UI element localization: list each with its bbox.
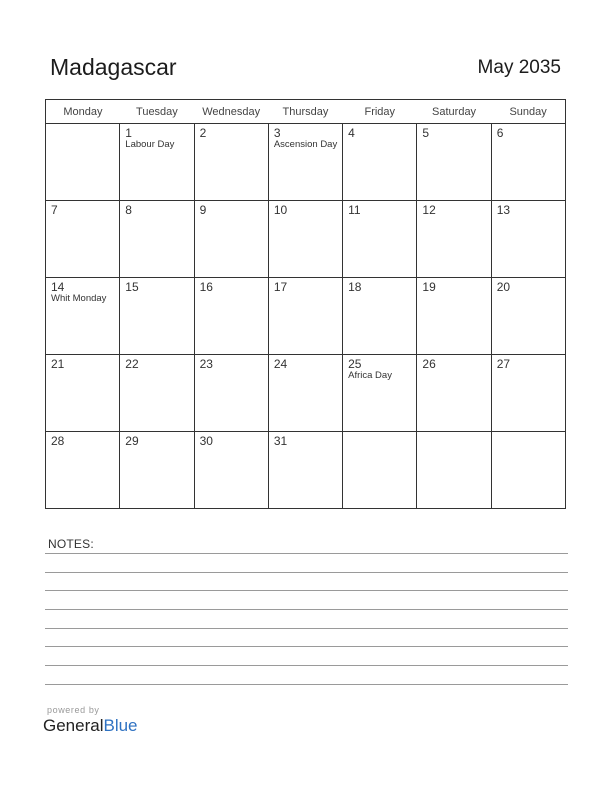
notes-line <box>45 590 568 591</box>
day-cell <box>194 355 268 432</box>
holiday-label: Whit Monday <box>51 293 107 304</box>
day-cell <box>417 124 491 201</box>
weekday-header-row <box>46 100 566 124</box>
day-cell <box>194 201 268 278</box>
day-number: 26 <box>422 357 436 371</box>
weekday-header: Wednesday <box>194 100 268 124</box>
day-cell <box>120 355 194 432</box>
day-number: 13 <box>496 203 511 217</box>
notes-line <box>45 646 568 647</box>
weekday-header: Thursday <box>268 100 342 124</box>
day-cell <box>194 432 268 509</box>
notes-line <box>45 609 568 610</box>
day-cell <box>343 124 417 201</box>
day-cell <box>343 432 417 509</box>
day-number: 25 <box>348 357 362 371</box>
notes-label: NOTES: <box>48 537 94 551</box>
day-cell <box>491 432 565 509</box>
day-number: 23 <box>199 357 213 371</box>
day-cell <box>268 278 342 355</box>
day-number: 31 <box>273 434 288 448</box>
day-cell <box>491 355 565 432</box>
day-number: 10 <box>273 203 288 217</box>
day-number: 22 <box>125 357 139 371</box>
week-row <box>46 432 566 509</box>
day-cell <box>491 201 565 278</box>
day-cell <box>343 201 417 278</box>
day-number: 30 <box>199 434 213 448</box>
day-cell <box>46 278 120 355</box>
day-number: 8 <box>125 203 132 217</box>
day-cell <box>268 201 342 278</box>
powered-by-text: powered by <box>47 705 100 715</box>
day-cell <box>46 355 120 432</box>
weekday-header: Saturday <box>417 100 491 124</box>
day-number: 15 <box>125 280 139 294</box>
day-number: 11 <box>348 203 361 217</box>
day-cell <box>46 124 120 201</box>
weekday-header: Friday <box>343 100 417 124</box>
day-cell <box>268 432 342 509</box>
week-row <box>46 355 566 432</box>
country-title: Madagascar <box>50 54 177 80</box>
day-cell <box>343 278 417 355</box>
day-cell <box>120 278 194 355</box>
notes-line <box>45 553 568 554</box>
day-cell <box>417 355 491 432</box>
weekday-header: Tuesday <box>120 100 194 124</box>
day-number: 24 <box>273 357 288 371</box>
day-number: 6 <box>496 126 504 140</box>
day-number: 9 <box>199 203 207 217</box>
calendar-grid <box>45 99 566 509</box>
holiday-label: Labour Day <box>125 139 175 150</box>
day-number: 18 <box>348 280 362 294</box>
day-number: 20 <box>496 280 511 294</box>
day-number: 17 <box>273 280 288 294</box>
week-row <box>46 201 566 278</box>
day-number: 28 <box>51 434 65 448</box>
day-number: 27 <box>496 357 511 371</box>
week-row <box>46 278 566 355</box>
day-number: 12 <box>422 203 436 217</box>
day-number: 29 <box>125 434 139 448</box>
day-number: 19 <box>422 280 436 294</box>
day-number: 1 <box>125 126 132 140</box>
day-number: 7 <box>51 203 58 217</box>
day-cell <box>194 278 268 355</box>
day-cell <box>194 124 268 201</box>
day-cell <box>268 355 342 432</box>
day-number: 21 <box>51 357 65 371</box>
day-number: 5 <box>422 126 430 140</box>
notes-line <box>45 684 568 685</box>
day-number: 14 <box>51 280 65 294</box>
day-cell <box>417 278 491 355</box>
day-number: 2 <box>199 126 207 140</box>
brand-blue: Blue <box>103 716 138 735</box>
day-cell <box>491 278 565 355</box>
week-row <box>46 124 566 201</box>
day-number: 3 <box>273 126 281 140</box>
day-cell <box>268 124 342 201</box>
month-title: May 2035 <box>477 57 561 78</box>
notes-line <box>45 665 568 666</box>
day-cell <box>343 355 417 432</box>
day-cell <box>120 124 194 201</box>
generalblue-logo <box>43 716 138 736</box>
day-cell <box>417 432 491 509</box>
day-cell <box>491 124 565 201</box>
notes-line <box>45 572 568 573</box>
day-number: 16 <box>199 280 213 294</box>
notes-line <box>45 628 568 629</box>
day-cell <box>417 201 491 278</box>
weekday-header: Sunday <box>491 100 565 124</box>
day-cell <box>120 201 194 278</box>
holiday-label: Ascension Day <box>273 139 338 150</box>
day-number: 4 <box>348 126 355 140</box>
weekday-header: Monday <box>46 100 120 124</box>
day-cell <box>120 432 194 509</box>
holiday-label: Africa Day <box>348 370 392 381</box>
day-cell <box>46 432 120 509</box>
brand-general: General <box>43 716 104 735</box>
day-cell <box>46 201 120 278</box>
